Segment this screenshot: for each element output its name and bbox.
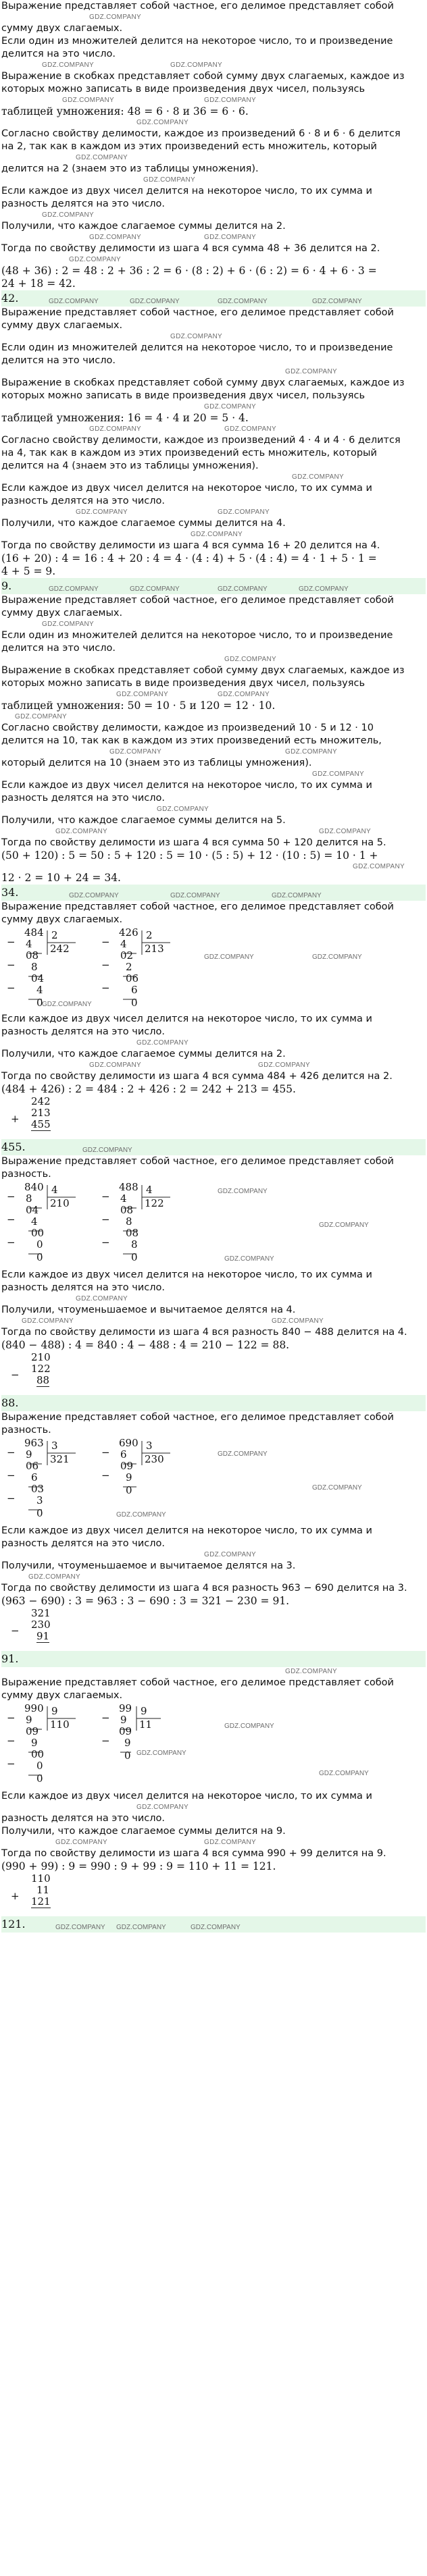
text-line: Тогда по свойству делимости из шага 4 вся разность 840 − 488 делится на 4.	[1, 1327, 407, 1338]
division-row: 00	[31, 1227, 45, 1239]
watermark: GDZ.COMPANY	[136, 1804, 189, 1811]
watermark: GDZ.COMPANY	[69, 256, 122, 263]
long-division-pair	[1, 926, 426, 1013]
watermark: GDZ.COMPANY	[218, 508, 270, 516]
long-division-pair	[1, 1437, 426, 1525]
column-subtraction	[1, 1608, 426, 1651]
text-line: (50 + 120) : 5 = 50 : 5 + 120 : 5 = 10 · (5 : 5) + 12 · (10 : 5) = 10 · 1 +	[1, 849, 378, 862]
watermark: GDZ.COMPANY	[89, 14, 142, 21]
minus-sign: −	[101, 1712, 110, 1724]
solution-block-4	[1, 901, 426, 1155]
division-row: 06	[126, 972, 139, 984]
text-line: Получили, чтоуменьшаемое и вычитаемое делятся на 4.	[1, 1305, 296, 1315]
minus-sign: −	[7, 1469, 16, 1481]
text-line: делится на 10, так как в каждом из этих произведений есть множитель,	[1, 735, 382, 746]
watermark: GDZ.COMPANY	[292, 473, 345, 481]
divisor: 2	[51, 929, 58, 941]
watermark: GDZ.COMPANY	[191, 531, 243, 538]
watermark: GDZ.COMPANY	[49, 585, 99, 593]
minus-sign: −	[7, 1735, 16, 1747]
watermark: GDZ.COMPANY	[76, 154, 128, 161]
division-row: 09	[26, 1725, 39, 1737]
watermark: GDZ.COMPANY	[312, 298, 362, 305]
column-addition	[1, 1873, 426, 1916]
text-line: Если один из множителей делится на некоторое число, то и произведение	[1, 630, 393, 641]
minus-sign: −	[11, 1369, 20, 1381]
minus-sign: −	[101, 1190, 110, 1203]
solution-block-5	[1, 1155, 426, 1411]
text-line: которых можно записать в виде произведения двух чисел, пользуясь	[1, 678, 366, 689]
minus-sign: −	[101, 982, 110, 994]
long-division-pair	[1, 1181, 426, 1269]
watermark: GDZ.COMPANY	[204, 953, 254, 961]
text-line: Если один из множителей делится на некоторое число, то и произведение	[1, 36, 393, 47]
watermark: GDZ.COMPANY	[218, 298, 268, 305]
watermark: GDZ.COMPANY	[218, 691, 270, 698]
long-division-a	[1, 1437, 103, 1526]
quotient: 321	[50, 1453, 70, 1465]
minus-sign: −	[101, 1236, 110, 1248]
division-row: 426	[119, 926, 139, 939]
text-line: делится на это число.	[1, 49, 116, 59]
quotient: 122	[145, 1197, 164, 1209]
sum: 121	[31, 1895, 51, 1908]
watermark: GDZ.COMPANY	[55, 1839, 108, 1846]
division-row: 02	[120, 949, 134, 962]
text-line: делится на это число.	[1, 643, 116, 654]
watermark: GDZ.COMPANY	[143, 176, 196, 184]
answer-bar	[1, 1395, 426, 1411]
division-row: 08	[126, 1227, 139, 1239]
subtrahend: 230	[31, 1619, 51, 1631]
text-line: разность.	[1, 1169, 51, 1180]
text-line: Получили, что каждое слагаемое суммы делится на 2.	[1, 1049, 286, 1059]
answer-value: 34.	[1, 886, 19, 899]
answer-value: 91.	[1, 1652, 19, 1665]
text-line: Если каждое из двух чисел делится на некоторое число, то их сумма и	[1, 186, 372, 196]
divisor: 2	[146, 929, 153, 941]
quotient: 213	[145, 943, 164, 955]
watermark: GDZ.COMPANY	[224, 425, 277, 433]
text-line: делится на 4 (знаем это из таблицы умножения).	[1, 461, 259, 471]
text-line: таблицей умножения: 50 = 10 · 5 и 120 = 12 · 10.	[1, 700, 276, 712]
watermark: GDZ.COMPANY	[116, 1924, 166, 1931]
division-row: 0	[131, 997, 138, 1009]
watermark: GDZ.COMPANY	[89, 425, 142, 433]
text-line: Выражение представляет собой частное, его делимое представляет собой	[1, 307, 394, 318]
watermark: GDZ.COMPANY	[224, 656, 277, 663]
text-line: 24 + 18 = 42.	[1, 278, 76, 290]
solution-block-6	[1, 1411, 426, 1667]
watermark: GDZ.COMPANY	[170, 333, 223, 340]
watermark: GDZ.COMPANY	[204, 1551, 257, 1558]
text-line: сумму двух слагаемых.	[1, 23, 123, 34]
divisor: 3	[51, 1440, 58, 1452]
watermark: GDZ.COMPANY	[76, 1295, 128, 1303]
text-line: Тогда по свойству делимости из шага 4 вся сумма 48 + 36 делится на 2.	[1, 243, 380, 254]
watermark: GDZ.COMPANY	[136, 1039, 189, 1047]
division-row: 8	[26, 1192, 32, 1205]
watermark: GDZ.COMPANY	[204, 403, 257, 411]
division-row: 06	[26, 1460, 39, 1472]
text-line: (990 + 99) : 9 = 990 : 9 + 99 : 9 = 110 + 11 = 121.	[1, 1860, 276, 1872]
long-division-b	[96, 1181, 197, 1270]
text-line: разность делятся на это число.	[1, 496, 165, 506]
watermark: GDZ.COMPANY	[170, 61, 223, 69]
division-row: 0	[124, 1750, 131, 1762]
division-row: 9	[26, 1714, 32, 1726]
division-row: 2	[126, 961, 132, 973]
watermark: GDZ.COMPANY	[218, 1188, 268, 1195]
quotient: 110	[50, 1718, 70, 1731]
text-line: (963 − 690) : 3 = 963 : 3 − 690 : 3 = 321 − 230 = 91.	[1, 1595, 290, 1607]
text-line: Тогда по свойству делимости из шага 4 вся сумма 484 + 426 делится на 2.	[1, 1071, 393, 1082]
text-line: (48 + 36) : 2 = 48 : 2 + 36 : 2 = 6 · (8 : 2) + 6 · (6 : 2) = 6 · 4 + 6 · 3 =	[1, 265, 377, 277]
text-line: таблицей умножения: 16 = 4 · 4 и 20 = 5 · 4.	[1, 412, 249, 424]
divisor: 9	[141, 1705, 147, 1717]
solution-block-1	[1, 0, 426, 307]
minus-sign: −	[101, 1735, 110, 1747]
watermark: GDZ.COMPANY	[218, 1450, 268, 1458]
division-row: 04	[26, 1204, 39, 1216]
minus-sign: −	[7, 1758, 16, 1770]
division-row: 9	[120, 1714, 127, 1726]
addend: 242	[31, 1095, 51, 1107]
watermark: GDZ.COMPANY	[15, 713, 68, 720]
watermark: GDZ.COMPANY	[116, 1511, 166, 1519]
text-line: (16 + 20) : 4 = 16 : 4 + 20 : 4 = 4 · (4 : 4) + 5 · (4 : 4) = 4 · 1 + 5 · 1 =	[1, 552, 377, 564]
text-line: 12 · 2 = 10 + 24 = 34.	[1, 872, 121, 884]
quotient: 210	[50, 1197, 70, 1209]
text-line: Получили, чтоуменьшаемое и вычитаемое делятся на 3.	[1, 1560, 296, 1571]
division-row: 0	[36, 1507, 43, 1519]
answer-value: 9.	[1, 579, 12, 592]
minuend: 210	[31, 1351, 51, 1363]
division-row: 4	[36, 984, 43, 996]
long-division-a	[1, 1181, 103, 1270]
text-line: которых можно записать в виде произведения двух чисел, пользуясь	[1, 84, 366, 95]
answer-bar	[1, 578, 426, 594]
division-row: 990	[24, 1702, 44, 1714]
text-line: разность делятся на это число.	[1, 1026, 165, 1037]
watermark: GDZ.COMPANY	[55, 828, 108, 835]
watermark: GDZ.COMPANY	[319, 1221, 369, 1229]
text-line: Выражение представляет собой частное, его делимое представляет собой	[1, 1, 394, 11]
solution-block-7	[1, 1667, 426, 1933]
long-division-b	[96, 926, 197, 1016]
text-line: разность.	[1, 1425, 51, 1436]
division-row: 0	[131, 1251, 138, 1263]
plus-sign: +	[11, 1113, 20, 1125]
minus-sign: −	[7, 1213, 16, 1226]
text-line: Получили, что каждое слагаемое суммы делится на 5.	[1, 815, 286, 826]
text-line: таблицей умножения: 48 = 6 · 8 и 36 = 6 · 6.	[1, 105, 249, 117]
division-row: 8	[31, 961, 38, 973]
watermark: GDZ.COMPANY	[22, 1317, 74, 1325]
watermark: GDZ.COMPANY	[109, 748, 162, 756]
text-line: Если каждое из двух чисел делится на некоторое число, то их сумма и	[1, 780, 372, 791]
watermark: GDZ.COMPANY	[285, 368, 338, 375]
text-line: Если каждое из двух чисел делится на некоторое число, то их сумма и	[1, 1269, 372, 1280]
text-line: Тогда по свойству делимости из шага 4 вся сумма 50 + 120 делится на 5.	[1, 837, 386, 848]
text-line: Выражение представляет собой частное, его делимое представляет собой	[1, 1412, 394, 1423]
text-line: Согласно свойству делимости, каждое из произведений 4 · 4 и 4 · 6 делится	[1, 435, 401, 446]
minus-sign: −	[7, 1236, 16, 1248]
watermark: GDZ.COMPANY	[285, 1668, 338, 1675]
watermark: GDZ.COMPANY	[42, 61, 95, 69]
text-line: Выражение в скобках представляет собой сумму двух слагаемых, каждое из	[1, 71, 405, 82]
watermark: GDZ.COMPANY	[136, 119, 189, 126]
solution-block-2	[1, 307, 426, 594]
long-division-pair	[1, 1702, 426, 1790]
text-line: Если каждое из двух чисел делится на некоторое число, то их сумма и	[1, 1014, 372, 1024]
minus-sign: −	[7, 1190, 16, 1203]
text-line: Тогда по свойству делимости из шага 4 вся сумма 16 + 20 делится на 4.	[1, 540, 380, 551]
answer-value: 42.	[1, 292, 19, 305]
watermark: GDZ.COMPANY	[42, 621, 95, 628]
division-row: 0	[36, 997, 43, 1009]
text-line: сумму двух слагаемых.	[1, 914, 123, 925]
division-row: 9	[26, 1448, 32, 1461]
division-row: 484	[24, 926, 44, 939]
divisor: 4	[51, 1184, 58, 1196]
plus-sign: +	[11, 1890, 20, 1902]
division-row: 04	[31, 972, 45, 984]
minus-sign: −	[101, 1446, 110, 1458]
quotient: 11	[139, 1718, 153, 1731]
watermark: GDZ.COMPANY	[312, 1484, 362, 1492]
minus-sign: −	[101, 959, 110, 971]
division-row: 840	[24, 1181, 44, 1193]
watermark: GDZ.COMPANY	[258, 1061, 311, 1069]
answer-bar	[1, 885, 426, 901]
divisor: 4	[146, 1184, 153, 1196]
addend: 213	[31, 1107, 51, 1119]
minus-sign: −	[11, 1625, 20, 1637]
text-line: Согласно свойству делимости, каждое из произведений 10 · 5 и 12 · 10	[1, 722, 374, 733]
difference: 88	[36, 1374, 50, 1386]
watermark: GDZ.COMPANY	[116, 691, 169, 698]
division-row: 6	[120, 1448, 127, 1461]
watermark: GDZ.COMPANY	[49, 298, 99, 305]
text-line: на 2, так как в каждом из этих произведений есть множитель, который	[1, 141, 377, 152]
text-line: Если каждое из двух чисел делится на некоторое число, то их сумма и	[1, 1791, 372, 1802]
division-row: 09	[120, 1460, 134, 1472]
watermark: GDZ.COMPANY	[130, 585, 180, 593]
division-row: 09	[119, 1725, 132, 1737]
text-line: разность делятся на это число.	[1, 199, 165, 209]
watermark: GDZ.COMPANY	[42, 211, 95, 219]
column-addition	[1, 1096, 426, 1139]
long-division-b	[96, 1702, 197, 1772]
division-row: 99	[119, 1702, 132, 1714]
text-line: которых можно записать в виде произведения двух чисел, пользуясь	[1, 390, 366, 401]
text-line: Тогда по свойству делимости из шага 4 вся сумма 990 + 99 делится на 9.	[1, 1848, 386, 1859]
text-line: Выражение представляет собой частное, его делимое представляет собой	[1, 1156, 394, 1167]
watermark: GDZ.COMPANY	[89, 1061, 142, 1069]
text-line: на 4, так как в каждом из этих произведений есть множитель, который	[1, 448, 377, 458]
division-row: 4	[26, 938, 32, 950]
division-row: 00	[31, 1748, 45, 1760]
division-row: 690	[119, 1437, 139, 1449]
text-line: Тогда по свойству делимости из шага 4 вся разность 963 − 690 делится на 3.	[1, 1583, 407, 1594]
text-line: Получили, что каждое слагаемое суммы делится на 4.	[1, 518, 286, 529]
long-division-a	[1, 1702, 103, 1791]
division-row: 8	[131, 1238, 138, 1251]
text-line: разность делятся на это число.	[1, 1813, 165, 1824]
text-line: разность делятся на это число.	[1, 1282, 165, 1293]
solution-block-3	[1, 594, 426, 901]
text-line: Выражение представляет собой частное, его делимое представляет собой	[1, 595, 394, 606]
division-row: 08	[120, 1204, 134, 1216]
divisor: 9	[51, 1705, 58, 1717]
text-line: сумму двух слагаемых.	[1, 1690, 123, 1701]
division-row: 6	[131, 984, 138, 996]
division-row: 488	[119, 1181, 139, 1193]
text-line: Выражение в скобках представляет собой сумму двух слагаемых, каждое из	[1, 665, 405, 676]
text-line: (484 + 426) : 2 = 484 : 2 + 426 : 2 = 242 + 213 = 455.	[1, 1083, 296, 1095]
text-line: Если один из множителей делится на некоторое число, то и произведение	[1, 342, 393, 353]
text-line: разность делятся на это число.	[1, 1538, 165, 1549]
watermark: GDZ.COMPANY	[204, 97, 257, 104]
divisor: 3	[146, 1440, 153, 1452]
minuend: 321	[31, 1607, 51, 1619]
division-row: 4	[120, 938, 127, 950]
text-line: Если каждое из двух чисел делится на некоторое число, то их сумма и	[1, 483, 372, 494]
watermark: GDZ.COMPANY	[82, 1147, 132, 1154]
minus-sign: −	[7, 1712, 16, 1724]
column-subtraction	[1, 1352, 426, 1395]
watermark: GDZ.COMPANY	[69, 892, 119, 899]
subtrahend: 122	[31, 1363, 51, 1375]
watermark: GDZ.COMPANY	[218, 585, 268, 593]
minus-sign: −	[7, 959, 16, 971]
addend: 11	[36, 1884, 50, 1896]
watermark: GDZ.COMPANY	[55, 1924, 105, 1931]
answer-bar	[1, 1916, 426, 1933]
text-line: сумму двух слагаемых.	[1, 320, 123, 331]
text-line: 4 + 5 = 9.	[1, 565, 56, 577]
text-line: Получили, что каждое слагаемое суммы делится на 9.	[1, 1826, 286, 1837]
watermark: GDZ.COMPANY	[272, 892, 322, 899]
text-line: делится на 2 (знаем это из таблицы умножения).	[1, 163, 259, 174]
division-row: 9	[126, 1471, 132, 1483]
watermark: GDZ.COMPANY	[272, 1317, 324, 1325]
minus-sign: −	[7, 1446, 16, 1458]
text-line: Получили, что каждое слагаемое суммы делится на 2.	[1, 221, 286, 232]
watermark: GDZ.COMPANY	[319, 1770, 369, 1777]
answer-value: 455.	[1, 1140, 26, 1153]
answer-value: 121.	[1, 1918, 26, 1930]
difference: 91	[36, 1630, 50, 1642]
division-row: 6	[31, 1471, 38, 1483]
watermark: GDZ.COMPANY	[89, 234, 142, 241]
quotient: 230	[145, 1453, 164, 1465]
minus-sign: −	[7, 1492, 16, 1504]
watermark: GDZ.COMPANY	[299, 585, 349, 593]
text-line: Согласно свойству делимости, каждое из произведений 6 · 8 и 6 · 6 делится	[1, 128, 401, 139]
text-line: сумму двух слагаемых.	[1, 608, 123, 619]
watermark: GDZ.COMPANY	[157, 806, 209, 813]
division-row: 9	[124, 1737, 131, 1749]
minus-sign: −	[7, 982, 16, 994]
watermark: GDZ.COMPANY	[224, 1723, 274, 1730]
text-line: Если каждое из двух чисел делится на некоторое число, то их сумма и	[1, 1525, 372, 1536]
division-row: 4	[120, 1192, 127, 1205]
watermark: GDZ.COMPANY	[28, 1573, 81, 1581]
answer-value: 88.	[1, 1396, 19, 1409]
text-line: делится на это число.	[1, 355, 116, 366]
minus-sign: −	[101, 1469, 110, 1481]
division-row: 963	[24, 1437, 44, 1449]
sum: 455	[31, 1118, 51, 1130]
watermark: GDZ.COMPANY	[353, 863, 405, 870]
watermark: GDZ.COMPANY	[312, 953, 362, 961]
division-row: 3	[36, 1494, 43, 1506]
watermark: GDZ.COMPANY	[204, 234, 257, 241]
watermark: GDZ.COMPANY	[62, 97, 115, 104]
division-row: 0	[36, 1251, 43, 1263]
watermark: GDZ.COMPANY	[76, 508, 128, 516]
addend: 110	[31, 1872, 51, 1885]
watermark: GDZ.COMPANY	[312, 770, 365, 778]
watermark: GDZ.COMPANY	[319, 828, 372, 835]
division-row: 4	[31, 1215, 38, 1228]
text-line: Выражение представляет собой частное, его делимое представляет собой	[1, 1677, 394, 1688]
text-line: Выражение в скобках представляет собой сумму двух слагаемых, каждое из	[1, 377, 405, 388]
division-row: 03	[31, 1483, 45, 1495]
division-row: 0	[36, 1760, 43, 1772]
text-line: Выражение представляет собой частное, его делимое представляет собой	[1, 901, 394, 912]
minus-sign: −	[7, 936, 16, 948]
text-line: (840 − 488) : 4 = 840 : 4 − 488 : 4 = 210 − 122 = 88.	[1, 1339, 290, 1351]
watermark: GDZ.COMPANY	[285, 748, 338, 756]
division-row: 0	[36, 1238, 43, 1251]
quotient: 242	[50, 943, 70, 955]
division-row: 08	[26, 949, 39, 962]
division-row: 0	[36, 1772, 43, 1785]
answer-bar	[1, 290, 426, 307]
watermark: GDZ.COMPANY	[42, 1001, 92, 1008]
text-line: разность делятся на это число.	[1, 793, 165, 804]
watermark: GDZ.COMPANY	[136, 1750, 186, 1757]
division-row: 8	[126, 1215, 132, 1228]
answer-bar	[1, 1651, 426, 1667]
long-division-b	[96, 1437, 197, 1507]
minus-sign: −	[101, 1213, 110, 1226]
watermark: GDZ.COMPANY	[170, 892, 220, 899]
minus-sign: −	[101, 936, 110, 948]
watermark: GDZ.COMPANY	[204, 1839, 257, 1846]
text-line: который делится на 10 (знаем это из таблицы умножения).	[1, 758, 312, 768]
watermark: GDZ.COMPANY	[224, 1255, 274, 1263]
watermark: GDZ.COMPANY	[191, 1924, 241, 1931]
answer-bar	[1, 1139, 426, 1155]
watermark: GDZ.COMPANY	[130, 298, 180, 305]
division-row: 0	[126, 1484, 132, 1496]
division-row: 9	[31, 1737, 38, 1749]
